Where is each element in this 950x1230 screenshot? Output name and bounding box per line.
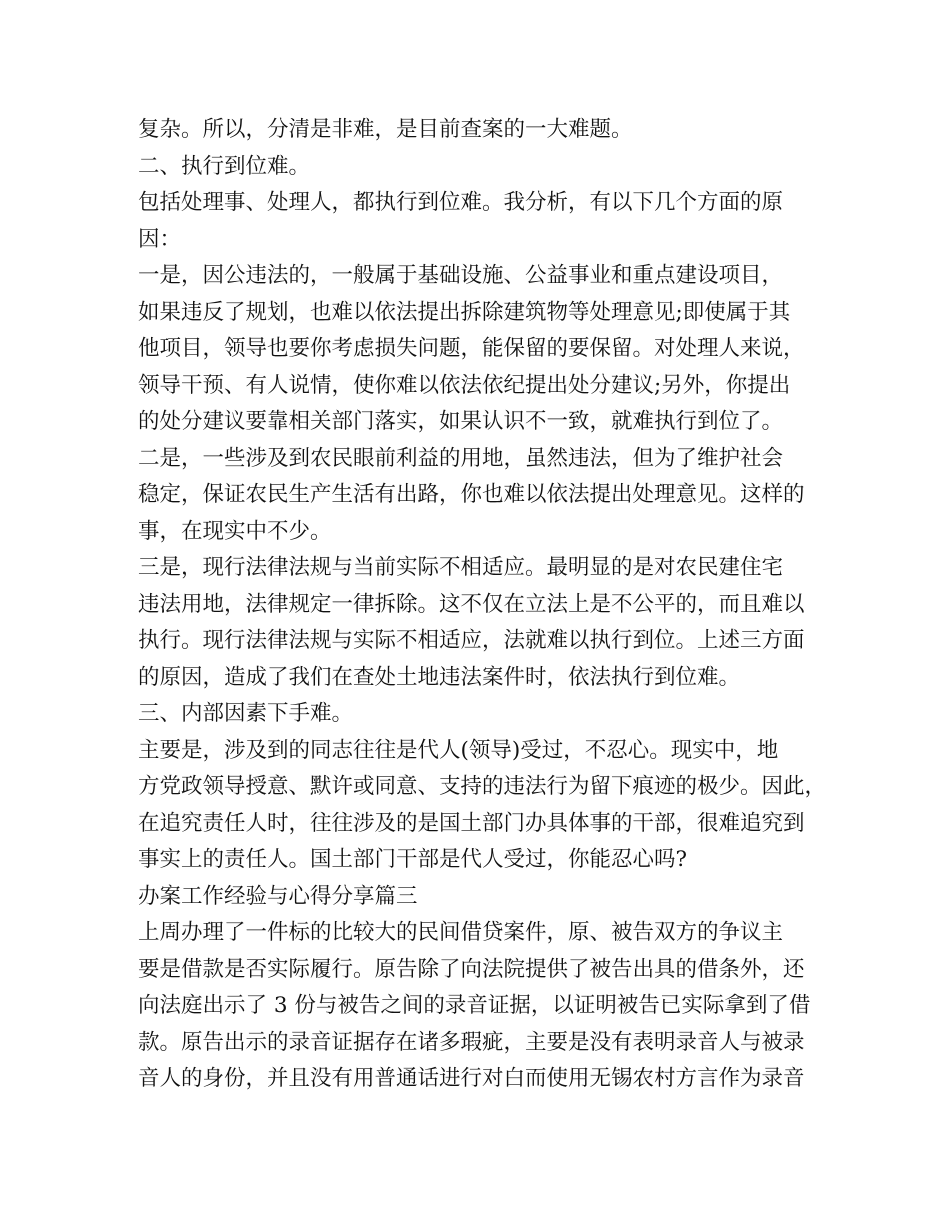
text-line: 事，在现实中不少。 — [138, 518, 332, 544]
text-line: 在追究责任人时，往往涉及的是国土部门办具体事的干部，很难追究到 — [138, 810, 805, 836]
text-line: 方党政领导授意、默许或同意、支持的违法行为留下痕迹的极少。因此， — [138, 774, 827, 799]
text-line: 款。原告出示的录音证据存在诸多瑕疵，主要是没有表明录音人与被录 — [138, 1029, 805, 1055]
text-line: 音人的身份，并且没有用普通话进行对白而使用无锡农村方言作为录音 — [138, 1066, 805, 1091]
text-line: 的原因，造成了我们在查处土地违法案件时，依法执行到位难。 — [138, 664, 741, 690]
text-line: 稳定，保证农民生产生活有出路，你也难以依法提出处理意见。这样的 — [138, 482, 805, 507]
text-line: 因： — [138, 226, 182, 252]
text-line: 违法用地，法律规定一律拆除。这不仅在立法上是不公平的，而且难以 — [138, 591, 805, 617]
text-line: 主要是，涉及到的同志往往是代人(领导)受过，不忍心。现实中，地 — [138, 737, 779, 763]
section-heading: 三、内部因素下手难。 — [138, 701, 354, 726]
text-line: 向法庭出示了 3 份与被告之间的录音证据，以证明被告已实际拿到了借 — [138, 993, 811, 1018]
article-title: 办案工作经验与心得分享篇三 — [138, 883, 418, 909]
text-line: 的处分建议要靠相关部门落实，如果认识不一致，就难执行到位了。 — [138, 409, 784, 434]
text-line: 三是，现行法律法规与当前实际不相适应。最明显的是对农民建住宅 — [138, 555, 784, 580]
text-line: 二是，一些涉及到农民眼前利益的用地，虽然违法，但为了维护社会 — [138, 445, 784, 471]
text-line: 如果违反了规划，也难以依法提出拆除建筑物等处理意见;即使属于其 — [138, 299, 791, 325]
text-line: 领导干预、有人说情，使你难以依法依纪提出处分建议;另外，你提出 — [138, 372, 791, 398]
text-line: 他项目，领导也要你考虑损失问题，能保留的要保留。对处理人来说， — [138, 336, 805, 361]
text-line: 要是借款是否实际履行。原告除了向法院提供了被告出具的借条外，还 — [138, 956, 805, 982]
document-page — [138, 112, 827, 1098]
text-line: 事实上的责任人。国土部门干部是代人受过，你能忍心吗? — [138, 847, 688, 872]
section-heading: 二、执行到位难。 — [138, 153, 311, 179]
text-line: 一是，因公违法的，一般属于基础设施、公益事业和重点建设项目， — [138, 263, 784, 288]
text-line: 执行。现行法律法规与实际不相适应，法就难以执行到位。上述三方面 — [138, 628, 805, 653]
text-line: 上周办理了一件标的比较大的民间借贷案件，原、被告双方的争议主 — [138, 920, 784, 945]
text-line: 复杂。所以，分清是非难，是目前查案的一大难题。 — [138, 117, 633, 142]
text-line: 包括处理事、处理人，都执行到位难。我分析，有以下几个方面的原 — [138, 190, 784, 215]
